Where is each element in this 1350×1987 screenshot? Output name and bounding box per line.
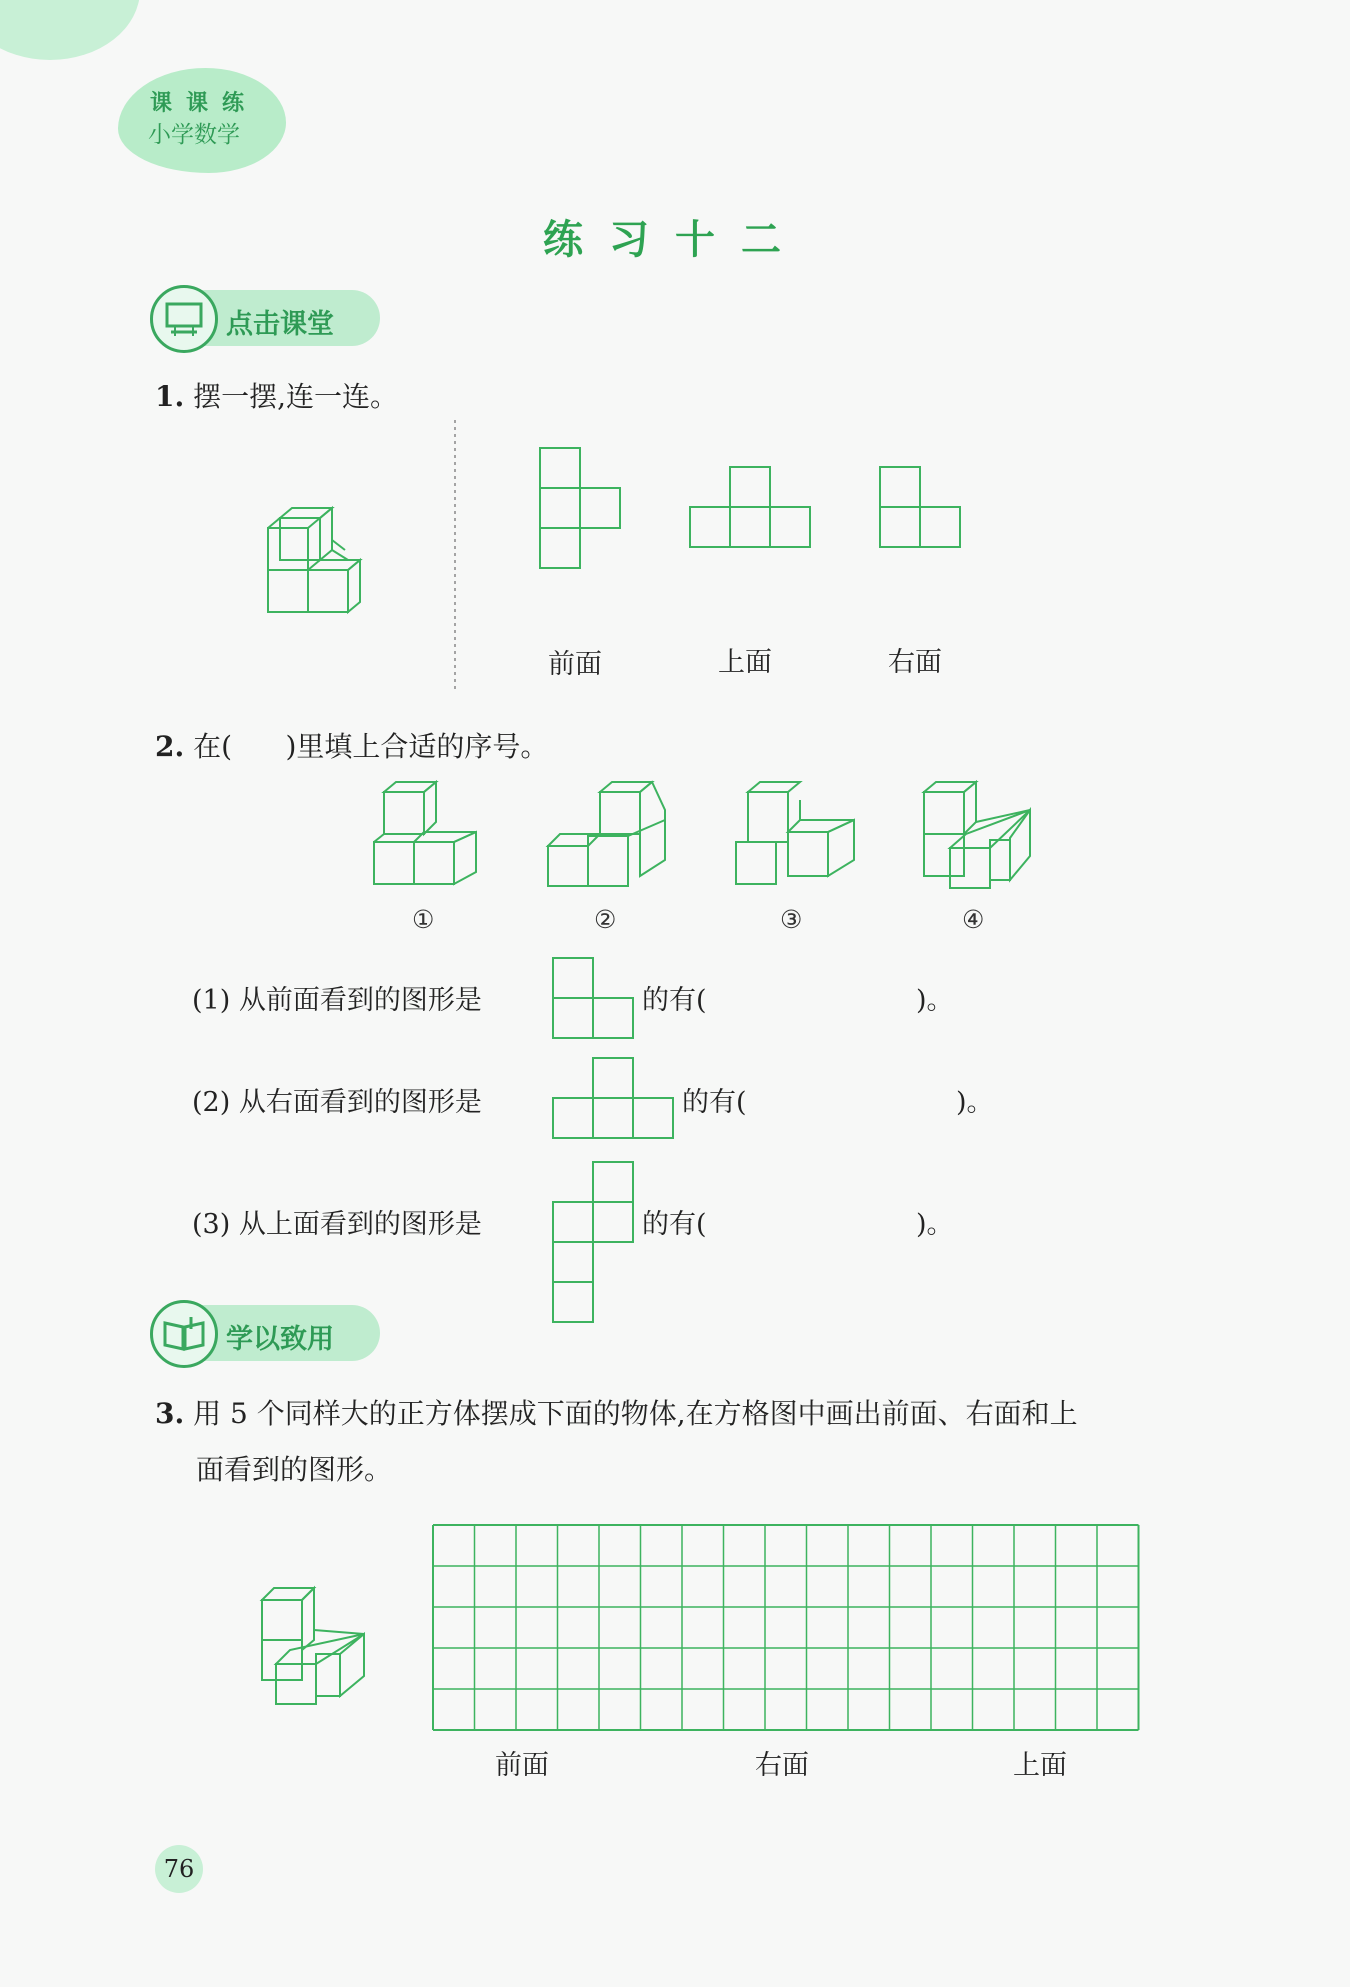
q2-item-2-prefix: (2) 从右面看到的图形是 xyxy=(192,1087,482,1118)
q2-cube-object-2 xyxy=(548,782,665,886)
question-1-number: 1. xyxy=(155,380,185,413)
option-label-1: ① xyxy=(412,905,435,934)
q2-cube-object-4 xyxy=(924,782,1030,888)
brand-subject: 小学数学 xyxy=(148,122,240,148)
q3-cube-object xyxy=(262,1588,364,1704)
q2-cube-object-1 xyxy=(374,782,476,884)
q2-item-2-answer-blank[interactable] xyxy=(762,1080,952,1114)
q2-item-2-shape xyxy=(553,1058,673,1138)
question-3-text-line1: 用 5 个同样大的正方体摆成下面的物体,在方格图中画出前面、右面和上 xyxy=(193,1397,1078,1430)
question-2 xyxy=(155,725,548,765)
question-3 xyxy=(155,1392,1078,1432)
page-title: 练习十二 xyxy=(543,217,807,263)
q2-item-1-answer-blank[interactable] xyxy=(722,978,912,1012)
q2-item-2-close: )。 xyxy=(956,1087,994,1118)
q1-label-top: 上面 xyxy=(718,647,772,678)
option-label-4: ④ xyxy=(962,905,985,934)
q2-item-3-suffix: 的有( xyxy=(642,1209,707,1240)
brand-name: 课课练 xyxy=(150,91,259,116)
question-1-text: 摆一摆,连一连。 xyxy=(193,380,399,413)
q2-item-2-suffix: 的有( xyxy=(682,1087,747,1118)
q2-item-3-shape xyxy=(553,1162,633,1322)
q2-cube-object-3 xyxy=(736,782,854,884)
q1-view-shape-3 xyxy=(880,467,960,547)
q1-label-front: 前面 xyxy=(548,649,602,680)
page-number: 76 xyxy=(155,1845,203,1893)
book-icon xyxy=(150,1300,218,1368)
question-3-text-line2: 面看到的图形。 xyxy=(196,1453,393,1486)
q2-item-1-close: )。 xyxy=(916,985,954,1016)
q2-item-1-prefix: (1) 从前面看到的图形是 xyxy=(192,985,482,1016)
q1-cube-object xyxy=(268,508,360,612)
q2-item-1-shape xyxy=(553,958,633,1038)
option-label-3: ③ xyxy=(780,905,803,934)
q2-item-3-answer-blank[interactable] xyxy=(722,1202,912,1236)
q1-view-shape-1 xyxy=(540,448,620,568)
q2-item-3-prefix: (3) 从上面看到的图形是 xyxy=(192,1209,482,1240)
q1-view-shape-2 xyxy=(690,467,810,547)
question-2-text: 在( )里填上合适的序号。 xyxy=(193,730,549,763)
q1-label-right: 右面 xyxy=(888,647,942,678)
q2-item-1-suffix: 的有( xyxy=(642,985,707,1016)
q3-label-right: 右面 xyxy=(755,1750,809,1781)
option-label-2: ② xyxy=(594,905,617,934)
question-2-number: 2. xyxy=(155,730,185,763)
section-label-2: 学以致用 xyxy=(226,1324,334,1355)
q3-label-front: 前面 xyxy=(495,1750,549,1781)
q3-answer-grid[interactable] xyxy=(433,1525,1139,1730)
q3-label-top: 上面 xyxy=(1013,1750,1067,1781)
q2-item-3-close: )。 xyxy=(916,1209,954,1240)
question-3-number: 3. xyxy=(155,1397,185,1430)
section-label-1: 点击课堂 xyxy=(226,309,334,340)
